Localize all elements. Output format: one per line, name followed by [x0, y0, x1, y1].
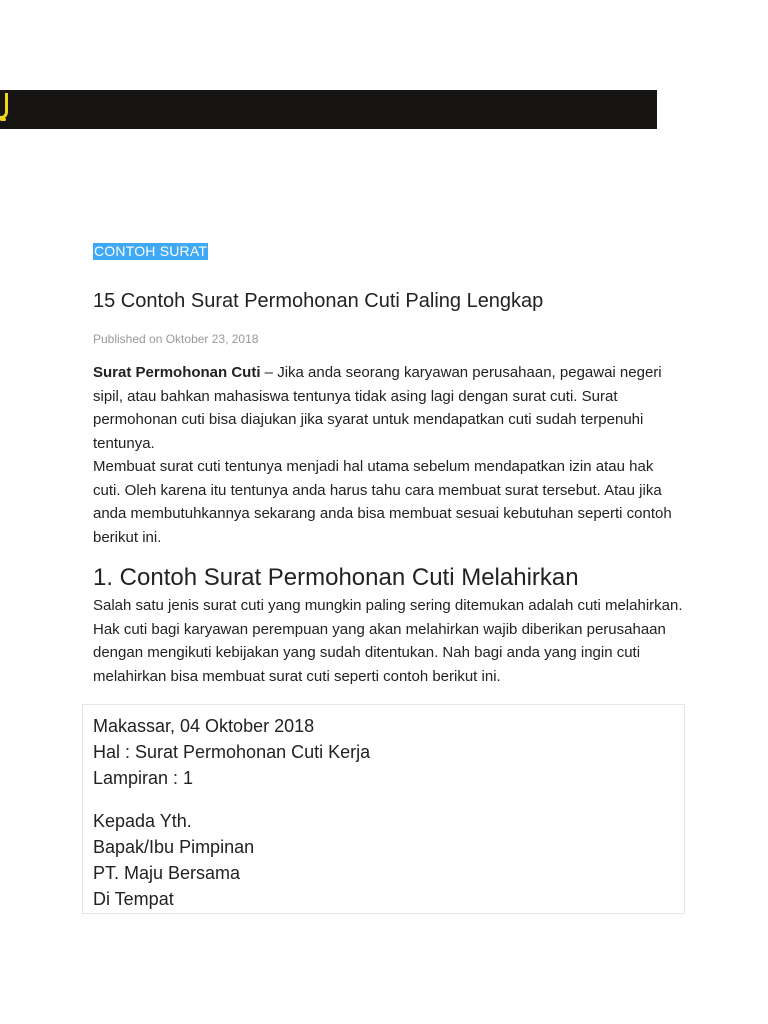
intro-text: – Jika anda seorang karyawan perusahaan, pegawai negeri sipil, atau bahkan mahasiswa tentunya tidak asing lagi dengan surat cuti. Surat permohonan cuti bisa diajukan jika syarat untuk mendapatkan cuti sudah terpenuhi tentunya.: [93, 364, 662, 452]
letter-spacer: [93, 791, 370, 808]
letter-location: Di Tempat: [93, 889, 174, 909]
intro-bold-term: Surat Permohonan Cuti: [93, 364, 261, 381]
letter-company: PT. Maju Bersama: [93, 863, 241, 883]
intro-text-2: Membuat surat cuti tentunya menjadi hal utama sebelum mendapatkan izin atau hak cuti. Oleh karena itu tentunya anda harus tahu cara membuat surat tersebut. Atau jika anda membutuhkannya sekarang anda bisa membuat sesuai kebutuhan seperti contoh berikut ini.: [93, 458, 672, 546]
letter-attachment: Lampiran : 1: [93, 768, 194, 788]
site-logo[interactable]: [0, 90, 20, 129]
logo-icon: [0, 93, 8, 119]
letter-subject: Hal : Surat Permohonan Cuti Kerja: [93, 742, 371, 762]
category-link[interactable]: CONTOH SURAT: [94, 243, 208, 259]
intro-paragraph: [93, 361, 683, 549]
letter-example-box: [82, 704, 685, 914]
section-heading-1: 1. Contoh Surat Permohonan Cuti Melahirkan: [93, 564, 579, 591]
published-date: Published on Oktober 23, 2018: [93, 332, 259, 346]
letter-salutation: Kepada Yth.: [93, 811, 192, 831]
logo-spark-decoration: [0, 118, 6, 121]
letter-content: [93, 713, 370, 912]
letter-place-date: Makassar, 04 Oktober 2018: [93, 716, 315, 736]
letter-recipient: Bapak/Ibu Pimpinan: [93, 837, 255, 857]
article-title: 15 Contoh Surat Permohonan Cuti Paling Lengkap: [93, 290, 544, 312]
section-paragraph-1: Salah satu jenis surat cuti yang mungkin paling sering ditemukan adalah cuti melahirkan. Hak cuti bagi karyawan perempuan yang akan melahirkan wajib diberikan perusahaan dengan mengikuti kebijakan yang sudah ditentukan. Nah bagi anda yang ingin cuti melahirkan bisa membuat surat cuti seperti contoh berikut ini.: [93, 597, 683, 685]
site-header-bar: [0, 90, 657, 129]
